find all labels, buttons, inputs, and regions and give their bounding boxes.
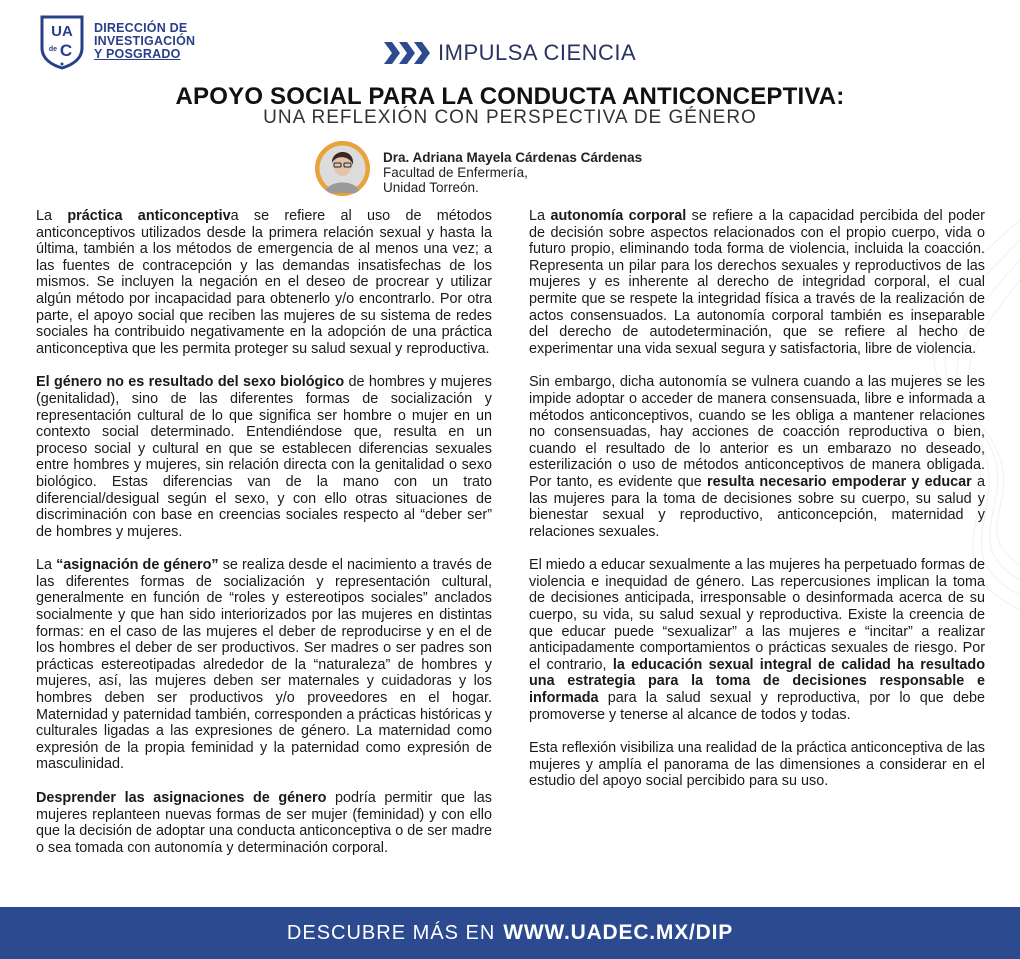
footer-prefix: DESCUBRE MÁS EN [286,921,496,944]
paragraph: Esta reflexión visibiliza una realidad de la práctica anticonceptiva de las mujeres y amplía el panorama de las dimensiones a considerar en el estudio del apoyo social percibido para su uso. [529,740,985,790]
triple-chevron-icon [384,42,430,64]
author-name: Dra. Adriana Mayela Cárdenas Cárdenas [383,150,643,165]
footer-url-link[interactable]: WWW.UADEC.MX/DIP [503,921,734,944]
article-title: APOYO SOCIAL PARA LA CONDUCTA ANTICONCEPTIVA: [175,83,845,110]
article-subtitle: UNA REFLEXIÓN CON PERSPECTIVA DE GÉNERO [263,107,757,128]
paragraph: La práctica anticonceptiva se refiere al uso de métodos anticonceptivos utilizados desde la primera relación sexual y hasta la última, también a los métodos de emergencia de al menos una vez; a las fuentes de contracepción y las demandas insatisfechas de los mismos. Se incluyen la negación en el deseo de procrear y utilizar algún método por incapacidad para obtenerlo y/o encontrarlo. Por otra parte, el apoyo social que reciben las mujeres de su sistema de redes sociales ha contribuido negativamente en la adopción de una práctica anticonceptiva que les permita proteger su salud sexual y reproductiva. [36,208,492,357]
right-column [529,208,985,807]
left-column [36,208,492,873]
paragraph: El miedo a educar sexualmente a las mujeres ha perpetuado formas de violencia e inequidad de género. Las repercusiones implican la toma de decisiones anticipada, irresponsable o desinformada acerca de su cuerpo, su vida, su salud sexual y reproductiva. Existe la creencia de que educar puede “sexualizar” a las mujeres e “incitar” a realizar anticipadamente comportamientos o prácticas sexuales de riesgo. Por el contrario, la educación sexual integral de calidad ha resultado una estrategia para la toma de decisiones responsable e informada para la salud sexual y reproductiva, por lo que debe promoverse y tenerse al alcance de todos y todas. [529,557,986,723]
author-faculty: Facultad de Enfermería, [383,165,528,180]
paragraph: La autonomía corporal se refiere a la capacidad percibida del poder de decisión sobre aspectos relacionados con el propio cuerpo, vida o futuro propio, eliminando toda forma de violencia, incluida la coacción. Representa un pilar para los derechos sexuales y reproductivos de las mujeres y es inherente al derecho de integridad corporal, el cual permite que se respete la integridad física a través de la realización de actos consensuados. La autonomía corporal también es inseparable del derecho de autodeterminación, que se refiere al hecho de experimentar una vida sexual segura y satisfactoria, libre de violencia. [529,208,985,357]
section-title: IMPULSA CIENCIA [438,40,637,65]
svg-text:UA: UA [51,23,73,40]
uadec-shield-logo [38,14,86,70]
svg-text:de: de [48,46,58,53]
section-label [384,40,636,66]
author-info [383,150,642,195]
author-unit: Unidad Torreón. [383,180,479,195]
paragraph: Desprender las asignaciones de género podría permitir que las mujeres replanteen nuevas formas de ser mujer (feminidad) y con ello que la decisión de adoptar una conducta anticonceptiva o de ser madre o sea tomada con autonomía y determinación corporal. [36,790,493,856]
org-name: DIRECCIÓN DE INVESTIGACIÓN Y POSGRADO [94,21,196,61]
author-avatar [315,141,370,196]
paragraph: El género no es resultado del sexo biológico de hombres y mujeres (genitalidad), sino de las diferentes formas de socialización y representación cultural de lo que significa ser hombre o mujer en un contexto social determinado. Entendiéndose que, resulta en un proceso social y cultural en que se establecen diferencias sexuales entre hombres y mujeres, sin relación directa con la genitalidad o sexo biológico. Estas diferencias van de la mano con un trato diferencial/desigual según el sexo, y con ello otras situaciones de discriminación con base en creencias sociales respecto al “deber ser” de hombres y mujeres. [36,374,492,540]
footer-banner [0,907,1020,959]
paragraph: Sin embargo, dicha autonomía se vulnera cuando a las mujeres se les impide adoptar o acceder de manera consensuada, libre e informada a métodos anticonceptivos, cuando se les obliga a mantener relaciones no consensuadas, hay acciones de coacción reproductiva o bien, cuando el resultado de lo anterior es un embarazo no deseado, esterilización o uso de métodos anticonceptivos de manera obligada. Por tanto, es evidente que resulta necesario empoderar y educar a las mujeres para la toma de decisiones sobre su cuerpo, su salud y bienestar sexual y reproductivo, anticoncepción, maternidad y relaciones sexuales. [529,374,985,540]
paragraph: La “asignación de género” se realiza desde el nacimiento a través de las diferentes formas de socialización y representación cultural, generalmente en función de “roles y estereotipos sociales” anclados socialmente y que han sido interiorizados por las mujeres en distintas formas: en el caso de las mujeres el deber de reproducirse y en el de los hombres el deber de ser productivos. Ser madres o ser padres son prácticas estereotipadas alrededor de la “naturaleza” de hombres y mujeres, así, las mujeres deben ser maternales y cuidadoras y los hombres deben ser productivos y/o proveedores en el hogar. Maternidad y paternidad también, corresponden a prácticas históricas y culturales ligadas a las expresiones de género. La maternidad como expresión de la propia feminidad y la paternidad como expresión de masculinidad. [36,557,492,773]
svg-text:C: C [59,41,73,60]
